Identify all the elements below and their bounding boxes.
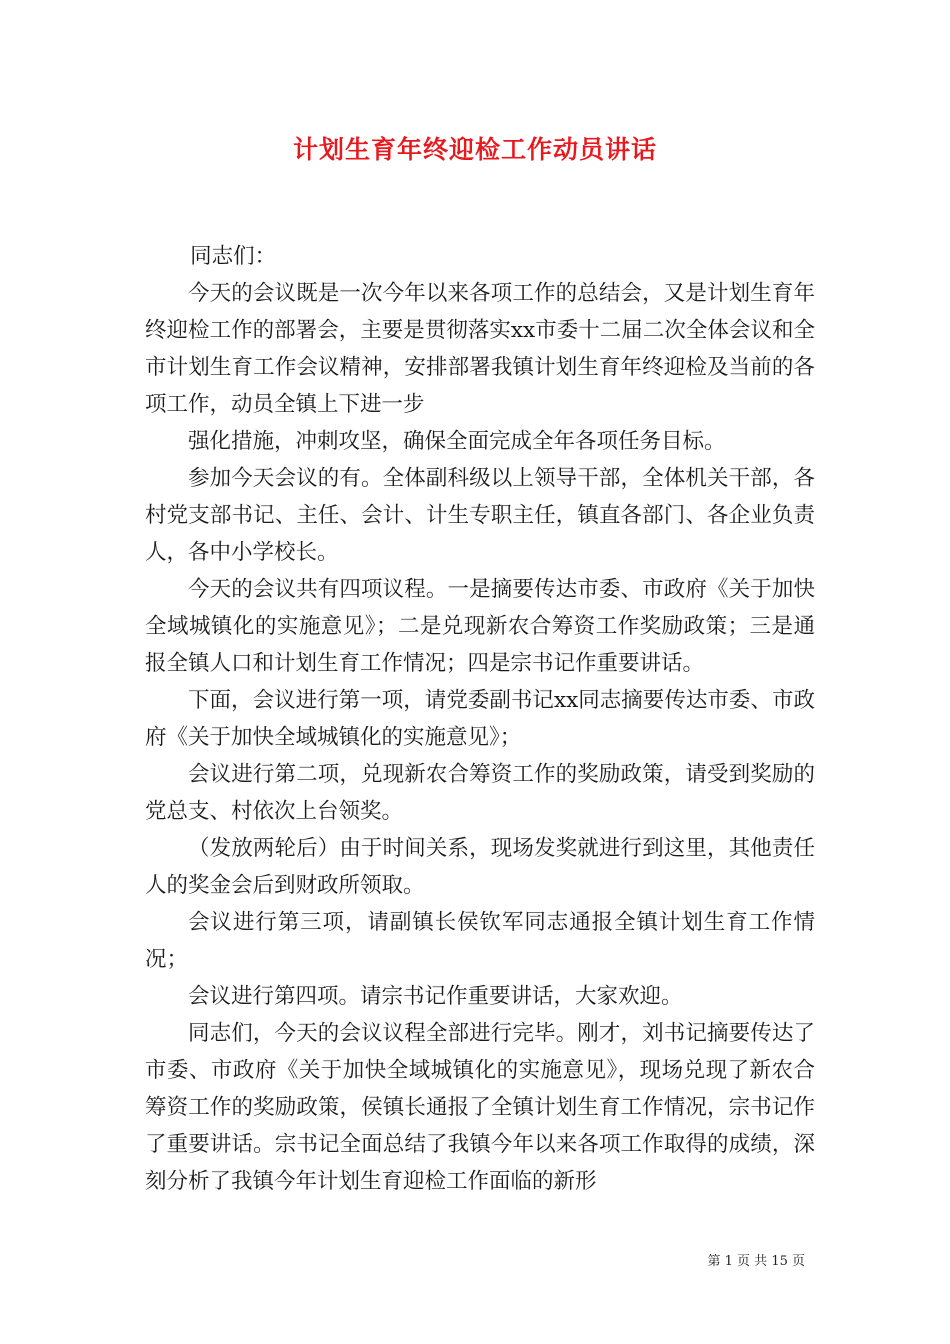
paragraph: 会议进行第二项，兑现新农合筹资工作的奖励政策，请受到奖励的党总支、村依次上台领奖。 (145, 762, 815, 824)
paragraph: 会议进行第四项。请宗书记作重要讲话，大家欢迎。 (188, 984, 683, 1009)
paragraph: 参加今天会议的有。全体副科级以上领导干部，全体机关干部，各村党支部书记、主任、会计、计生专职主任，镇直各部门、各企业负责人，各中小学校长。 (145, 466, 815, 565)
paragraph: 下面，会议进行第一项，请党委副书记xx同志摘要传达市委、市政府《关于加快全域城镇化的实施意见》； (145, 688, 815, 750)
paragraph: 同志们，今天的会议议程全部进行完毕。刚才，刘书记摘要传达了市委、市政府《关于加快全域城镇化的实施意见》，现场兑现了新农合筹资工作的奖励政策，侯镇长通报了全镇计划生育工作情况，宗书记作了重要讲话。宗书记全面总结了我镇今年以来各项工作取得的成绩，深刻分析了我镇今年计划生育迎检工作面临的新形 (145, 1021, 815, 1194)
paragraph: 今天的会议既是一次今年以来各项工作的总结会，又是计划生育年终迎检工作的部署会，主要是贯彻落实xx市委十二届二次全体会议和全市计划生育工作会议精神，安排部署我镇计划生育年终迎检及当前的各项工作，动员全镇上下进一步 (145, 281, 815, 417)
page-number: 第 1 页 共 15 页 (707, 1254, 805, 1269)
paragraph: 会议进行第三项，请副镇长侯钦军同志通报全镇计划生育工作情况； (145, 910, 815, 972)
paragraph: 今天的会议共有四项议程。一是摘要传达市委、市政府《关于加快全域城镇化的实施意见》；二是兑现新农合筹资工作奖励政策；三是通报全镇人口和计划生育工作情况；四是宗书记作重要讲话。 (145, 577, 815, 676)
paragraph: 强化措施，冲刺攻坚，确保全面完成全年各项任务目标。 (188, 429, 726, 454)
paragraph: （发放两轮后）由于时间关系，现场发奖就进行到这里，其他责任人的奖金会后到财政所领取。 (145, 836, 815, 898)
document-title: 计划生育年终迎检工作动员讲话 (292, 135, 657, 164)
paragraph-salutation: 同志们： (190, 244, 277, 269)
document-body (145, 238, 815, 1200)
